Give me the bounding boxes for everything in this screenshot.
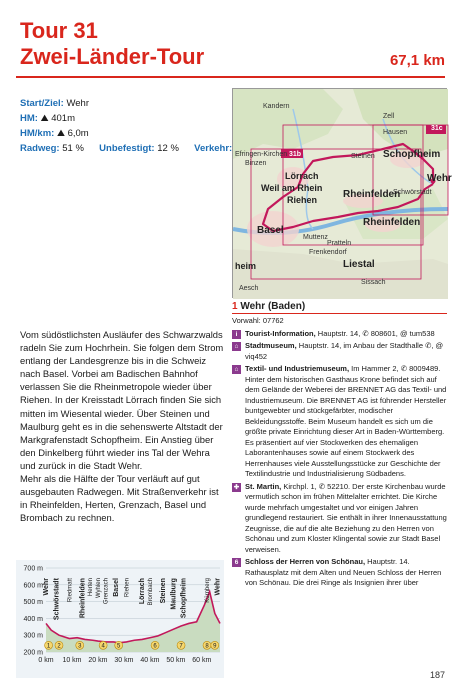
profile-marker-label: 9 bbox=[213, 643, 217, 650]
facts-hmkm bbox=[20, 126, 251, 141]
museum-icon: ⌂ bbox=[232, 365, 241, 374]
castle-icon: 6 bbox=[232, 558, 241, 567]
info-icon: i bbox=[232, 330, 241, 339]
map-label-heim: heim bbox=[235, 261, 257, 271]
facts-hm bbox=[20, 111, 251, 126]
facts-hm-value: 401m bbox=[51, 113, 75, 124]
place-badge: 1 bbox=[232, 301, 238, 312]
profile-y-tick: 700 m bbox=[23, 565, 43, 573]
profile-x-tick: 0 km bbox=[38, 657, 54, 664]
facts-radweg-value: 51 % bbox=[62, 143, 84, 154]
tour-intro bbox=[20, 328, 224, 524]
profile-x-tick: 30 km bbox=[114, 657, 134, 664]
profile-x-tick: 10 km bbox=[62, 657, 82, 664]
map-label-wehr: Wehr bbox=[427, 173, 452, 184]
profile-y-tick: 500 m bbox=[23, 599, 43, 607]
map-label-weil: Weil am Rhein bbox=[261, 183, 323, 193]
profile-marker-label: 2 bbox=[57, 643, 61, 650]
entry-title: Schloss der Herren von Schönau, bbox=[245, 557, 366, 566]
profile-place-label: Maulburg bbox=[170, 578, 178, 610]
intro-paragraph: Vom südöstlichsten Ausläufer des Schwarzwalds radeln Sie zum Hochrhein. Sie folgen dem Strom entlang der Landesgrenze bis in die Schweiz nach Basel. Vorbei am Badischen Bahnhof verlassen Sie die Rheinmetropole wieder über Riehen. In der Kreisstadt Lörrach finden Sie sich mitten im Wiesental wieder. Über Steinen und Maulburg geht es in die sehenswerte Altstadt der Markgrafenstadt Schopfheim. Ein Anstieg über den Dinkelberg führt wieder ins Tal der Wehra und zurück in die Stadt Wehr. bbox=[20, 329, 224, 471]
entry-title: Textil- und Industriemuseum, bbox=[245, 364, 350, 373]
profile-place-label: Kürnberg bbox=[205, 578, 212, 603]
tour-facts bbox=[20, 96, 251, 156]
map-label-schwoerstadt: Schwörstadt bbox=[393, 189, 432, 196]
map-label-frenkendorf: Frenkendorf bbox=[309, 249, 347, 256]
profile-place-label: Schopfheim bbox=[180, 578, 188, 619]
facts-unbefestigt-value: 12 % bbox=[157, 143, 179, 154]
info-entry bbox=[232, 329, 447, 340]
profile-place-label: Riedmatt bbox=[67, 578, 74, 603]
facts-start-label: Start/Ziel: bbox=[20, 98, 64, 109]
map-label-pratteln: Pratteln bbox=[327, 240, 352, 247]
profile-marker-label: 3 bbox=[78, 643, 82, 650]
entry-title: Stadtmuseum, bbox=[245, 341, 297, 350]
map-label-zell: Zell bbox=[383, 113, 395, 120]
info-entry bbox=[232, 364, 447, 480]
entry-text: Im Hammer 2, ✆ 8009489. Hinter dem historischen Gasthaus Krone befindet sich auf dem Gelände der Weberei der BRENNET AG das Textil- und Industriemuseum. Die BRENNET AG ist führender Hersteller buntgewebter und stückgefärbter, modischer Bekleidungsstoffe. Beim Museum handelt es sich um die größte private Einrichtung dieser Art in Baden-Württemberg. Es präsentiert auf vier Stockwerken des ehemaligen Laborantenhauses sowie auf einem Stockwerk des Herrenhauses viele Ausstellungsstücke zur Geschichte der Textilindustrie und Industrialisierung Südbadens. bbox=[245, 364, 447, 478]
title-divider bbox=[16, 76, 445, 78]
profile-place-label: Grenzach bbox=[103, 578, 110, 605]
page-number: 187 bbox=[429, 670, 445, 680]
facts-start-value: Wehr bbox=[66, 98, 89, 109]
area-code: Vorwahl: 07762 bbox=[232, 316, 284, 325]
profile-place-label: Wyhlen bbox=[95, 578, 102, 599]
route-map[interactable] bbox=[232, 88, 452, 298]
profile-place-label: Rheinfelden bbox=[79, 578, 87, 619]
church-icon: ✚ bbox=[233, 483, 240, 491]
ascent-icon: ⛰ bbox=[56, 128, 65, 139]
profile-marker-label: 6 bbox=[153, 643, 157, 650]
tour-distance: 67,1 km bbox=[389, 52, 445, 69]
map-label-rheinfelden-ch: Rheinfelden bbox=[363, 217, 421, 228]
profile-place-label: Lörrach bbox=[139, 578, 147, 605]
tour-number: Tour 31 bbox=[20, 18, 98, 43]
facts-surface bbox=[20, 141, 251, 156]
museum-icon: ⌂ bbox=[232, 342, 241, 351]
profile-marker-label: 8 bbox=[205, 643, 209, 650]
map-tile-31b: 31b bbox=[289, 151, 302, 158]
info-entry bbox=[232, 482, 447, 556]
profile-marker-label: 7 bbox=[179, 643, 183, 650]
map-label-aesch: Aesch bbox=[239, 285, 259, 292]
info-entry bbox=[232, 557, 447, 589]
entry-text: Hauptstr. 14, im Anbau der Stadthalle ✆, @ viq452 bbox=[245, 341, 444, 361]
tour-title: Zwei-Länder-Tour bbox=[20, 44, 205, 69]
profile-y-tick: 300 m bbox=[23, 632, 43, 640]
info-entry bbox=[232, 341, 447, 362]
profile-y-tick: 600 m bbox=[23, 582, 43, 590]
profile-y-tick: 200 m bbox=[23, 649, 43, 657]
map-tile-31c: 31c bbox=[431, 125, 443, 132]
map-label-liestal: Liestal bbox=[343, 259, 375, 270]
profile-place-label: Herten bbox=[88, 578, 95, 597]
profile-x-tick: 60 km bbox=[192, 657, 212, 664]
profile-y-tick: 400 m bbox=[23, 615, 43, 623]
entry-title: Tourist-Information, bbox=[245, 328, 316, 338]
profile-x-tick: 20 km bbox=[88, 657, 108, 664]
profile-place-label: Schwörstadt bbox=[53, 578, 61, 621]
entry-title: St. Martin, bbox=[245, 481, 282, 491]
profile-place-label: Steinen bbox=[159, 578, 167, 604]
profile-place-label: Wehr bbox=[43, 578, 50, 596]
map-label-rheinfelden-de: Rheinfelden bbox=[343, 189, 401, 200]
place-heading bbox=[232, 301, 447, 314]
profile-x-tick: 50 km bbox=[166, 657, 186, 664]
map-label-hausen: Hausen bbox=[383, 129, 408, 136]
ascent-icon: ⛰ bbox=[40, 113, 49, 124]
profile-marker-label: 1 bbox=[46, 643, 51, 650]
entry-text: Hauptstr. 14, ✆ 808601, @ tum538 bbox=[315, 328, 435, 338]
profile-x-tick: 40 km bbox=[140, 657, 160, 664]
place-name: Wehr (Baden) bbox=[240, 301, 306, 312]
elevation-profile bbox=[16, 560, 224, 678]
facts-verkehr-label: Verkehr: bbox=[194, 143, 233, 154]
map-label-kandern: Kandern bbox=[263, 103, 290, 110]
profile-place-label: Riehen bbox=[124, 578, 131, 598]
map-label-sissach: Sissach bbox=[361, 279, 386, 286]
profile-place-label: Wehr bbox=[214, 578, 222, 596]
facts-radweg-label: Radweg: bbox=[20, 143, 60, 154]
map-label-binzen: Binzen bbox=[245, 160, 267, 167]
entry-text: Kirchpl. 1, ✆ 52210. Der erste Kirchenbau wurde vermutlich schon im frühen Mittelalter errichtet. Die Kirche wurde mehrfach umgestaltet und vor einigen Jahren grundlegend restauriert. Sie enthält in ihrer Innenausstattung Zeugnisse, die auf die alte Beziehung zu den Herren von Schönau und zum Kloster Klingental sowie zur Stadt Basel verweisen. bbox=[245, 481, 447, 554]
facts-hmkm-value: 6,0m bbox=[67, 128, 89, 139]
map-label-efringen: Efringen-Kirchen bbox=[235, 151, 288, 158]
profile-place-label: Basel bbox=[113, 578, 121, 597]
facts-hm-label: HM: bbox=[20, 113, 38, 124]
intro-paragraph-2: Mehr als die Hälfte der Tour verläuft auf gut ausgebauten Radwegen. Mit Straßenverkehr ist in Rheinfelden, Herten, Grenzach, Basel und Brombach zu rechnen. bbox=[20, 473, 219, 524]
map-label-schopfheim: Schopfheim bbox=[383, 149, 441, 160]
profile-marker-label: 5 bbox=[117, 643, 121, 650]
map-label-muttenz: Muttenz bbox=[303, 234, 328, 241]
profile-marker-label: 4 bbox=[101, 643, 105, 650]
map-label-loerrach: Lörrach bbox=[285, 171, 319, 181]
profile-place-label: Brombach bbox=[147, 578, 154, 606]
facts-hmkm-label: HM/km: bbox=[20, 128, 55, 139]
place-info bbox=[232, 301, 447, 591]
facts-start bbox=[20, 96, 251, 111]
map-label-riehen: Riehen bbox=[287, 195, 318, 205]
map-label-basel: Basel bbox=[257, 225, 284, 236]
map-label-steinen: Steinen bbox=[351, 153, 375, 160]
facts-unbefestigt-label: Unbefestigt: bbox=[99, 143, 155, 154]
entry-text: Hauptstr. 14. Rathausplatz mit dem Alten und Neuen Schloss der Herren von Schönau. Die drei Ringe als Insignien ihrer über bbox=[245, 557, 442, 587]
